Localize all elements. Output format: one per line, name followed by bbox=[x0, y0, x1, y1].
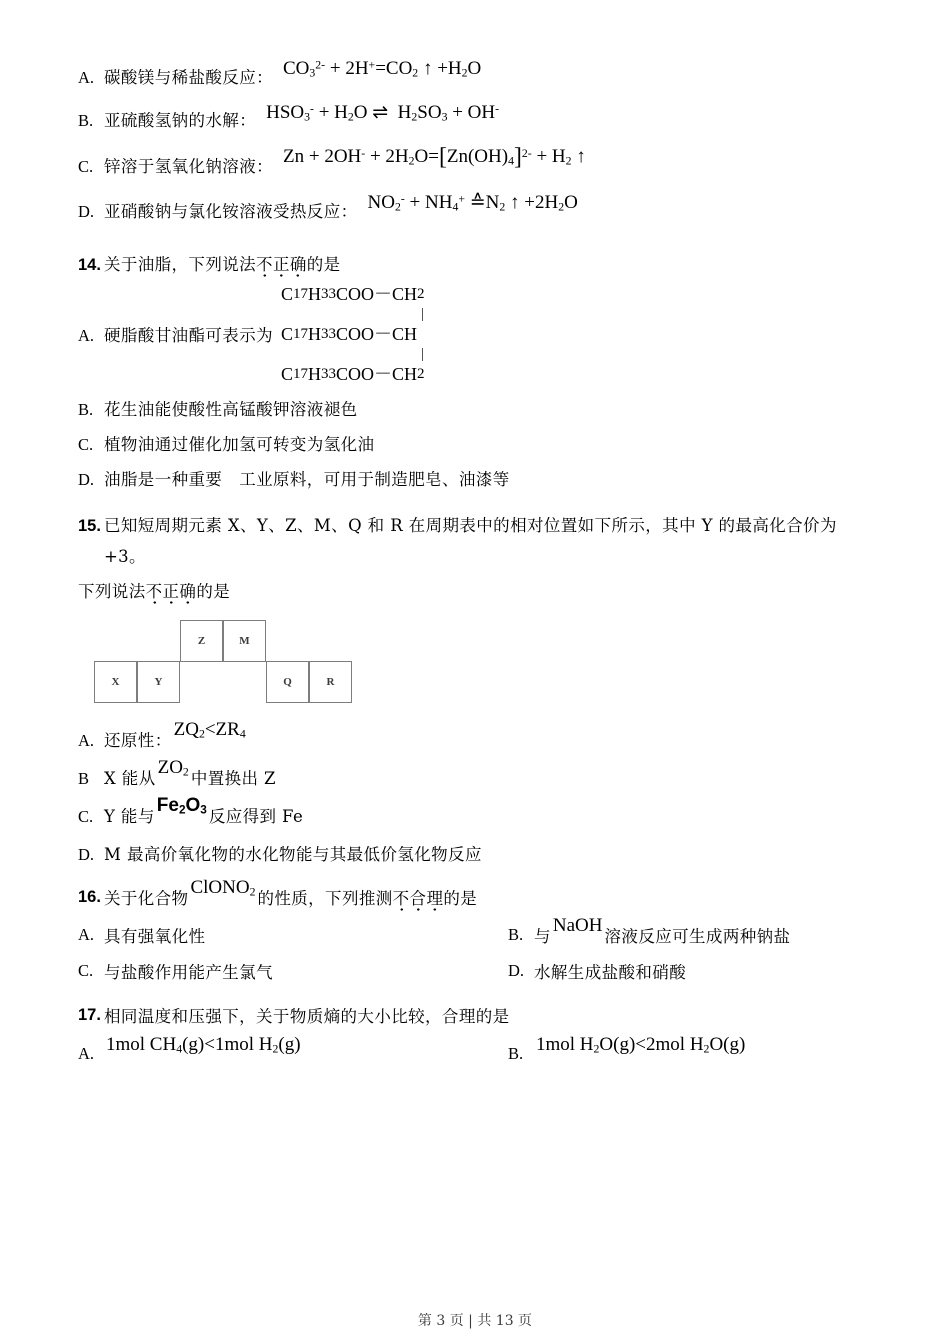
option-text: 具有强氧化性 bbox=[104, 927, 206, 947]
option-text: 与盐酸作用能产生氯气 bbox=[104, 963, 273, 983]
option-row-b bbox=[78, 757, 878, 789]
option-label: D. bbox=[508, 961, 525, 981]
option-row-ab bbox=[78, 1034, 878, 1064]
stem-text-after: 的是 bbox=[196, 582, 231, 602]
formula-entropy-ch4-h2: 1mol $CH_4(g)<1mol$ $H_2(g)$ bbox=[106, 1034, 301, 1056]
stem-text-mid: 的性质，下列推测 bbox=[257, 889, 393, 909]
stem-emphasis: 不正确 bbox=[146, 578, 197, 602]
equation-nitrite-ammonium: $NO_2^- + NH_4^+$ $≙N_2$ ↑ $+2H_2O$ bbox=[367, 192, 578, 214]
option-row-c bbox=[78, 795, 878, 827]
option-row-a bbox=[78, 281, 878, 388]
option-row-cd bbox=[78, 959, 878, 983]
structure-line-2: C 17 H 33 COO－CH bbox=[281, 324, 418, 345]
equation-zinc-naoh: $Zn + 2OH^- + 2H_2O=[Zn(OH)_4]^{2-} + H_2$ ↑ bbox=[283, 144, 586, 171]
triglyceride-structure bbox=[281, 281, 425, 388]
option-row-b bbox=[78, 396, 878, 420]
page-footer: 第 3 页 | 共 13 页 bbox=[417, 1313, 533, 1329]
question-number: 15. bbox=[78, 516, 101, 535]
option-label: C. bbox=[78, 807, 94, 827]
formula-iron-oxide: $Fe_2O_3$ bbox=[156, 795, 207, 817]
option-a bbox=[78, 1034, 508, 1064]
option-text: 锌溶于氢氧化钠溶液： bbox=[104, 156, 273, 176]
element-cell-r: R bbox=[309, 661, 352, 703]
option-c bbox=[78, 959, 508, 983]
page-content bbox=[78, 58, 878, 1076]
element-cell-x: X bbox=[94, 661, 137, 703]
option-label: B. bbox=[508, 925, 524, 945]
bond-line-bottom bbox=[422, 348, 423, 361]
option-row-c bbox=[78, 431, 878, 455]
option-label: C. bbox=[78, 961, 94, 981]
bond-line-top bbox=[422, 308, 423, 321]
equation-bisulfite-hydrolysis: $HSO_3^- + H_2O$ ⇌ $H_2SO_3 + OH^-$ bbox=[266, 101, 500, 124]
option-text-after: 反应得到 Fe bbox=[208, 807, 304, 827]
option-label: C. bbox=[78, 434, 94, 454]
option-text: 植物油通过催化加氢可转变为氢化油 bbox=[104, 434, 375, 454]
formula-zo2: $ZO_2$ bbox=[157, 757, 189, 779]
option-label: B. bbox=[508, 1044, 524, 1063]
option-label: A. bbox=[78, 68, 95, 88]
formula-naoh: NaOH bbox=[552, 915, 603, 937]
question-17 bbox=[78, 1003, 878, 1064]
option-a bbox=[78, 923, 508, 947]
option-text: 硬脂酸甘油酯可表示为 bbox=[104, 326, 273, 346]
question-number: 17. bbox=[78, 1005, 101, 1024]
option-label: C. bbox=[78, 156, 94, 176]
option-text-before: X 能从 bbox=[104, 769, 156, 789]
option-text: 油脂是一种重要 工业原料，可用于制造肥皂、油漆等 bbox=[104, 469, 510, 489]
question-13-options bbox=[78, 58, 878, 229]
option-text: M 最高价氧化物的水化物能与其最低价氢化物反应 bbox=[104, 845, 482, 865]
element-cell-y: Y bbox=[137, 661, 180, 703]
option-d bbox=[508, 959, 878, 983]
option-text: 亚硝酸钠与氯化铵溶液受热反应： bbox=[104, 201, 358, 221]
question-15-stem-line-1 bbox=[78, 510, 878, 573]
question-14 bbox=[78, 251, 878, 490]
stem-emphasis: 不正确 bbox=[256, 251, 307, 275]
option-row-ab bbox=[78, 915, 878, 947]
option-text: 还原性： bbox=[104, 731, 172, 751]
option-label: A. bbox=[78, 1044, 95, 1063]
option-text-before: 与 bbox=[534, 927, 551, 947]
formula-entropy-water: 1mol $H_2O(g)<2mol$ $H_2O(g)$ bbox=[536, 1034, 746, 1056]
element-cell-z: Z bbox=[180, 620, 223, 662]
stem-text: 相同温度和压强下，关于物质熵的大小比较，合理的是 bbox=[103, 1007, 510, 1027]
option-text: 亚硫酸氢钠的水解： bbox=[104, 111, 257, 131]
element-cell-m: M bbox=[223, 620, 266, 662]
option-label: B. bbox=[78, 111, 94, 131]
structure-line-3: C 17 H 33 COO－CH 2 bbox=[281, 364, 425, 385]
option-text: 花生油能使酸性高锰酸钾溶液褪色 bbox=[104, 399, 358, 419]
option-row-c bbox=[78, 144, 878, 185]
question-number: 16. bbox=[78, 887, 101, 906]
formula-clono2: ClONO$_2$ bbox=[190, 877, 256, 899]
formula-reducing-comparison: $ZQ_2<ZR_4$ bbox=[173, 719, 246, 741]
stem-text-after: 的是 bbox=[306, 254, 341, 274]
option-b bbox=[508, 1034, 878, 1064]
option-text: 碳酸镁与稀盐酸反应： bbox=[104, 68, 273, 88]
question-16 bbox=[78, 877, 878, 983]
option-b bbox=[508, 915, 878, 947]
option-label: D. bbox=[78, 469, 95, 489]
option-row-d bbox=[78, 466, 878, 490]
option-row-d bbox=[78, 191, 878, 229]
stem-text: 已知短周期元素 X、Y、Z、M、Q 和 R 在周期表中的相对位置如下所示，其中 Y 的最高化合价为+3。 bbox=[103, 515, 837, 567]
option-text-after: 溶液反应可生成两种钠盐 bbox=[604, 927, 791, 947]
question-14-stem bbox=[78, 251, 878, 275]
question-16-stem bbox=[78, 877, 878, 909]
stem-emphasis: 不合理 bbox=[393, 885, 444, 909]
periodic-table-diagram bbox=[94, 620, 354, 705]
option-row-a bbox=[78, 58, 878, 95]
option-label: A. bbox=[78, 925, 95, 945]
option-text-after: 中置换出 Z bbox=[190, 769, 276, 789]
option-label: D. bbox=[78, 845, 95, 865]
option-row-b bbox=[78, 101, 878, 139]
stem-text-before: 下列说法 bbox=[78, 582, 146, 602]
structure-line-1: C 17 H 33 COO－CH 2 bbox=[281, 284, 425, 305]
option-label: A. bbox=[78, 326, 95, 346]
question-17-stem bbox=[78, 1003, 878, 1027]
option-label: B. bbox=[78, 399, 94, 419]
option-row-a bbox=[78, 719, 878, 751]
stem-text-before: 关于油脂，下列说法 bbox=[103, 254, 257, 274]
question-number: 14. bbox=[78, 255, 101, 274]
question-15-stem-line-2 bbox=[78, 578, 878, 602]
stem-text-after: 的是 bbox=[443, 889, 478, 909]
option-row-d bbox=[78, 841, 878, 865]
equation-carbonate-hcl: $CO_3^{2-} + 2H^+=CO_2$ ↑ $+H_2O$ bbox=[283, 58, 482, 80]
element-cell-q: Q bbox=[266, 661, 309, 703]
option-label: D. bbox=[78, 201, 95, 221]
option-label: B bbox=[78, 769, 90, 789]
option-text: 水解生成盐酸和硝酸 bbox=[534, 963, 687, 983]
question-15 bbox=[78, 510, 878, 866]
option-text-before: Y 能与 bbox=[104, 807, 155, 827]
stem-text-before: 关于化合物 bbox=[103, 889, 189, 909]
option-label: A. bbox=[78, 731, 95, 751]
